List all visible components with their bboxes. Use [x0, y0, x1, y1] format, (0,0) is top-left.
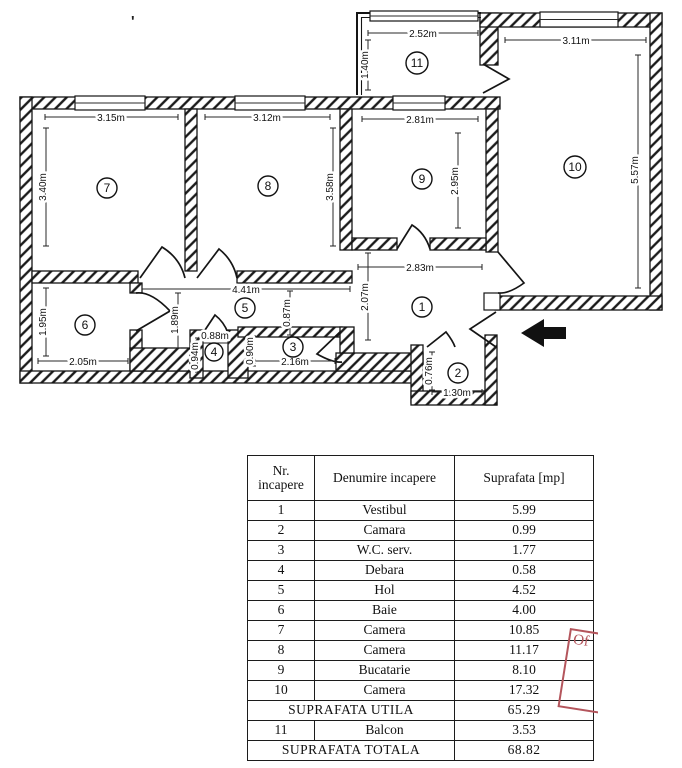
dim-label-r3-width: 2.16m: [281, 357, 309, 368]
cell-nr: 9: [248, 661, 315, 681]
table-row: [248, 581, 594, 601]
scan-artifact: ': [131, 13, 135, 30]
cell-name: Bucatarie: [315, 661, 455, 681]
cell-name: Camera: [315, 641, 455, 661]
cell-name: Baie: [315, 601, 455, 621]
cell-nr: 6: [248, 601, 315, 621]
cell-name: Camera: [315, 621, 455, 641]
table-row: [248, 681, 594, 701]
dim-label-r1-height: 2.07m: [360, 283, 371, 311]
wall: [495, 296, 662, 310]
dim-label-r5-width2: 0.87m: [282, 299, 293, 327]
cell-area: 5.99: [455, 501, 594, 521]
cell-nr: 7: [248, 621, 315, 641]
wall: [185, 109, 197, 271]
cell-area: 3.53: [455, 721, 594, 741]
cell-nr: 11: [248, 721, 315, 741]
cell-name: W.C. serv.: [315, 541, 455, 561]
wall: [340, 327, 354, 353]
dim-label-r7-width: 3.15m: [97, 113, 125, 124]
door-swing: [140, 247, 185, 278]
cell-nr: 5: [248, 581, 315, 601]
table-row: [248, 541, 594, 561]
wall: [352, 238, 397, 250]
wall: [32, 271, 138, 283]
dim-label-r4-height: 0.94m: [190, 342, 201, 370]
table-header-row: [248, 456, 594, 501]
header-name: Denumire incapere: [315, 456, 455, 501]
dim-label-r11-height: 1.40m: [360, 51, 371, 79]
dim-label-r11-width: 2.52m: [409, 29, 437, 40]
wall: [650, 13, 662, 310]
dim-label-r5-width: 4.41m: [232, 285, 260, 296]
cell-name: Camera: [315, 681, 455, 701]
dim-label-r5-height: 1.89m: [170, 306, 181, 334]
cell-area: 17.32: [455, 681, 594, 701]
table-row: [248, 661, 594, 681]
table-row: [248, 501, 594, 521]
wall: [340, 109, 352, 250]
cell-area: 4.52: [455, 581, 594, 601]
dim-label-r10-height: 5.57m: [630, 156, 641, 184]
wall: [130, 283, 142, 293]
table-row: [248, 621, 594, 641]
wall: [336, 353, 423, 371]
suprafata-utila-row: [248, 701, 594, 721]
cell-nr: 3: [248, 541, 315, 561]
room-number-11: 11: [410, 56, 424, 70]
door-swing: [397, 225, 430, 249]
wall: [20, 97, 32, 383]
cell-area: 11.17: [455, 641, 594, 661]
dim-label-r9-height: 2.95m: [450, 167, 461, 195]
cell-name: Camara: [315, 521, 455, 541]
table-row-balcon: [248, 721, 594, 741]
totala-area: 68.82: [455, 741, 594, 761]
door-swing: [197, 249, 237, 278]
dim-label-r2-height: 0.76m: [424, 357, 435, 385]
cell-nr: 10: [248, 681, 315, 701]
door-swing: [136, 293, 170, 331]
entrance-arrow-icon: [521, 319, 566, 347]
wall: [486, 109, 498, 252]
table-row: [248, 561, 594, 581]
cell-nr: 2: [248, 521, 315, 541]
dim-label-r7-height: 3.40m: [38, 173, 49, 201]
cell-nr: 1: [248, 501, 315, 521]
room-number-10: 10: [568, 160, 582, 174]
balcony-door: [483, 64, 509, 93]
dim-label-r6-height: 1.95m: [38, 308, 49, 336]
cell-nr: 8: [248, 641, 315, 661]
utila-label: SUPRAFATA UTILA: [248, 701, 455, 721]
wall-pilaster: [484, 293, 500, 310]
room-number-8: 8: [264, 179, 272, 193]
table-row: [248, 601, 594, 621]
room-number-9: 9: [418, 172, 426, 186]
room-number-2: 2: [454, 366, 462, 380]
dim-label-r2-width: 1.30m: [443, 388, 471, 399]
cell-area: 8.10: [455, 661, 594, 681]
dim-label-r3-height: 0.90m: [245, 337, 256, 365]
wall: [20, 371, 423, 383]
dim-label-r8-height: 3.58m: [325, 173, 336, 201]
dim-label-r1-width: 2.83m: [406, 263, 434, 274]
wall: [430, 238, 486, 250]
dim-label-r8-width: 3.12m: [253, 113, 281, 124]
area-table: [247, 455, 594, 761]
walls: [20, 13, 662, 405]
cell-name: Vestibul: [315, 501, 455, 521]
room-number-1: 1: [418, 300, 426, 314]
door-swing: [498, 252, 524, 293]
utila-area: 65.29: [455, 701, 594, 721]
cell-nr: 4: [248, 561, 315, 581]
wall: [237, 271, 352, 283]
header-nr: Nr. incapere: [248, 456, 315, 501]
room-number-4: 4: [210, 345, 218, 359]
room-number-6: 6: [81, 318, 89, 332]
cell-area: 0.99: [455, 521, 594, 541]
table-row: [248, 641, 594, 661]
dim-label-r6-width: 2.05m: [69, 357, 97, 368]
dim-label-r10-width: 3.11m: [562, 36, 590, 47]
suprafata-totala-row: [248, 741, 594, 761]
header-area: Suprafata [mp]: [455, 456, 594, 501]
cell-area: 0.58: [455, 561, 594, 581]
dim-label-r4-width: 0.88m: [201, 331, 229, 342]
cell-name: Hol: [315, 581, 455, 601]
stamp-text: Of: [571, 631, 591, 651]
cell-area: 1.77: [455, 541, 594, 561]
room-number-7: 7: [103, 181, 111, 195]
cell-area: 10.85: [455, 621, 594, 641]
table-row: [248, 521, 594, 541]
dim-label-r9-width: 2.81m: [406, 115, 434, 126]
totala-label: SUPRAFATA TOTALA: [248, 741, 455, 761]
wall: [130, 348, 190, 371]
cell-name: Balcon: [315, 721, 455, 741]
door-swing: [427, 332, 455, 347]
room-number-3: 3: [289, 340, 297, 354]
cell-area: 4.00: [455, 601, 594, 621]
room-number-5: 5: [241, 301, 249, 315]
cell-name: Debara: [315, 561, 455, 581]
